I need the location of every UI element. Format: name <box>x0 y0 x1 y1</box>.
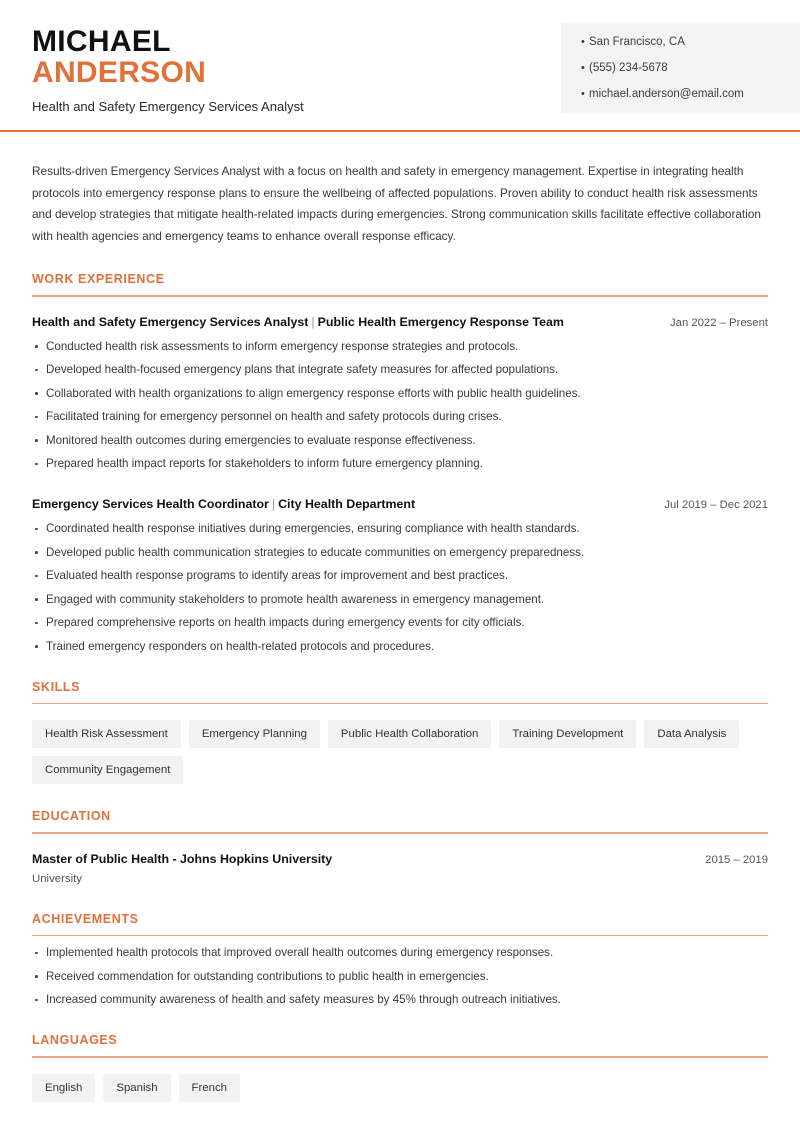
job-bullet: Engaged with community stakeholders to promote health awareness in emergency management. <box>32 592 768 608</box>
resume-body <box>0 161 800 1102</box>
section-work-experience <box>32 272 768 655</box>
job-company: City Health Department <box>278 497 416 512</box>
job-role: Emergency Services Health Coordinator <box>32 497 269 512</box>
education-entry <box>32 851 768 887</box>
section-divider <box>32 295 768 297</box>
section-title-achievements: ACHIEVEMENTS <box>32 911 139 926</box>
bullet-icon: • <box>581 62 585 74</box>
section-skills <box>32 680 768 785</box>
job-bullet: Collaborated with health organizations to align emergency response efforts with public health guidelines. <box>32 386 768 402</box>
achievement-item: Implemented health protocols that improved overall health outcomes during emergency responses. <box>32 945 768 961</box>
achievement-item: Received commendation for outstanding contributions to public health in emergencies. <box>32 969 768 985</box>
section-divider <box>32 703 768 705</box>
skill-chip: Community Engagement <box>32 756 183 784</box>
job-company: Public Health Emergency Response Team <box>317 314 564 329</box>
job-separator: | <box>271 497 276 512</box>
languages-chip-list <box>32 1074 768 1102</box>
job-header <box>32 314 768 330</box>
contact-email-text: michael.anderson@email.com <box>589 88 744 100</box>
skill-chip: Data Analysis <box>644 720 739 748</box>
contact-phone-text: (555) 234-5678 <box>589 62 668 74</box>
language-chip: English <box>32 1074 95 1102</box>
contact-panel <box>561 23 800 113</box>
job-bullet: Developed health-focused emergency plans that integrate safety measures for affected populations. <box>32 362 768 378</box>
contact-item-email <box>581 87 800 101</box>
section-title-languages: LANGUAGES <box>32 1033 118 1048</box>
achievement-item: Increased community awareness of health and safety measures by 45% through outreach initiatives. <box>32 992 768 1008</box>
job-role: Health and Safety Emergency Services Analyst <box>32 314 309 329</box>
education-date-range: 2015 – 2019 <box>705 853 768 866</box>
achievements-list <box>32 945 768 1008</box>
skills-chip-list <box>32 720 768 784</box>
job-separator: | <box>311 314 315 329</box>
resume-header <box>0 0 800 130</box>
language-chip: Spanish <box>103 1074 170 1102</box>
contact-item-phone <box>581 61 800 75</box>
header-divider <box>0 130 800 132</box>
professional-title: Health and Safety Emergency Services Analyst <box>32 99 304 114</box>
job-bullet: Facilitated training for emergency personnel on health and safety protocols during crises. <box>32 409 768 425</box>
job-entry <box>32 314 768 473</box>
job-bullet: Coordinated health response initiatives during emergencies, ensuring compliance with health standards. <box>32 521 768 537</box>
skill-chip: Training Development <box>499 720 636 748</box>
section-title-work-experience: WORK EXPERIENCE <box>32 272 165 286</box>
section-divider <box>32 935 768 937</box>
job-bullet: Developed public health communication strategies to educate communities on emergency preparedness. <box>32 545 768 561</box>
job-title <box>32 314 564 330</box>
job-bullet: Monitored health outcomes during emergencies to evaluate response effectiveness. <box>32 433 768 449</box>
job-bullet: Prepared comprehensive reports on health impacts during emergency events for city officials. <box>32 615 768 631</box>
language-chip: French <box>179 1074 240 1102</box>
first-name: MICHAEL <box>32 25 171 58</box>
skill-chip: Emergency Planning <box>189 720 320 748</box>
job-date-range: Jan 2022 – Present <box>670 316 768 329</box>
job-bullet-list <box>32 521 768 655</box>
job-bullet: Conducted health risk assessments to inform emergency response strategies and protocols. <box>32 339 768 355</box>
job-bullet: Trained emergency responders on health-related protocols and procedures. <box>32 639 768 655</box>
job-bullet: Evaluated health response programs to identify areas for improvement and best practices. <box>32 568 768 584</box>
section-education <box>32 809 768 887</box>
job-bullet: Prepared health impact reports for stakeholders to inform future emergency planning. <box>32 456 768 472</box>
job-bullet-list <box>32 339 768 473</box>
bullet-icon: • <box>581 88 585 100</box>
job-entry <box>32 496 768 655</box>
professional-summary: Results-driven Emergency Services Analyst with a focus on health and safety in emergency management. Expertise in integrating health protocols into emergency response plans to ensure the wellbeing of affected populations. Proven ability to conduct health risk assessments and develop strategies that mitigate health-related impacts during emergencies. Strong communication skills facilitate effective collaboration with health agencies and emergency teams to enhance overall response efficacy. <box>32 164 761 243</box>
job-title <box>32 496 415 512</box>
skill-chip: Health Risk Assessment <box>32 720 181 748</box>
bullet-icon: • <box>581 36 585 48</box>
skill-chip: Public Health Collaboration <box>328 720 491 748</box>
name-block <box>32 26 304 115</box>
job-date-range: Jul 2019 – Dec 2021 <box>664 499 768 512</box>
job-header <box>32 496 768 512</box>
section-achievements <box>32 912 768 1009</box>
contact-location-text: San Francisco, CA <box>589 36 685 48</box>
education-degree: Master of Public Health - Johns Hopkins University <box>32 851 333 866</box>
last-name: ANDERSON <box>32 56 207 89</box>
section-title-skills: SKILLS <box>32 679 81 694</box>
education-header <box>32 851 768 867</box>
section-divider <box>32 1056 768 1058</box>
contact-item-location <box>581 35 800 49</box>
section-divider <box>32 832 768 834</box>
section-title-education: EDUCATION <box>32 809 111 824</box>
education-institution-type: University <box>32 872 83 885</box>
section-languages <box>32 1033 768 1102</box>
